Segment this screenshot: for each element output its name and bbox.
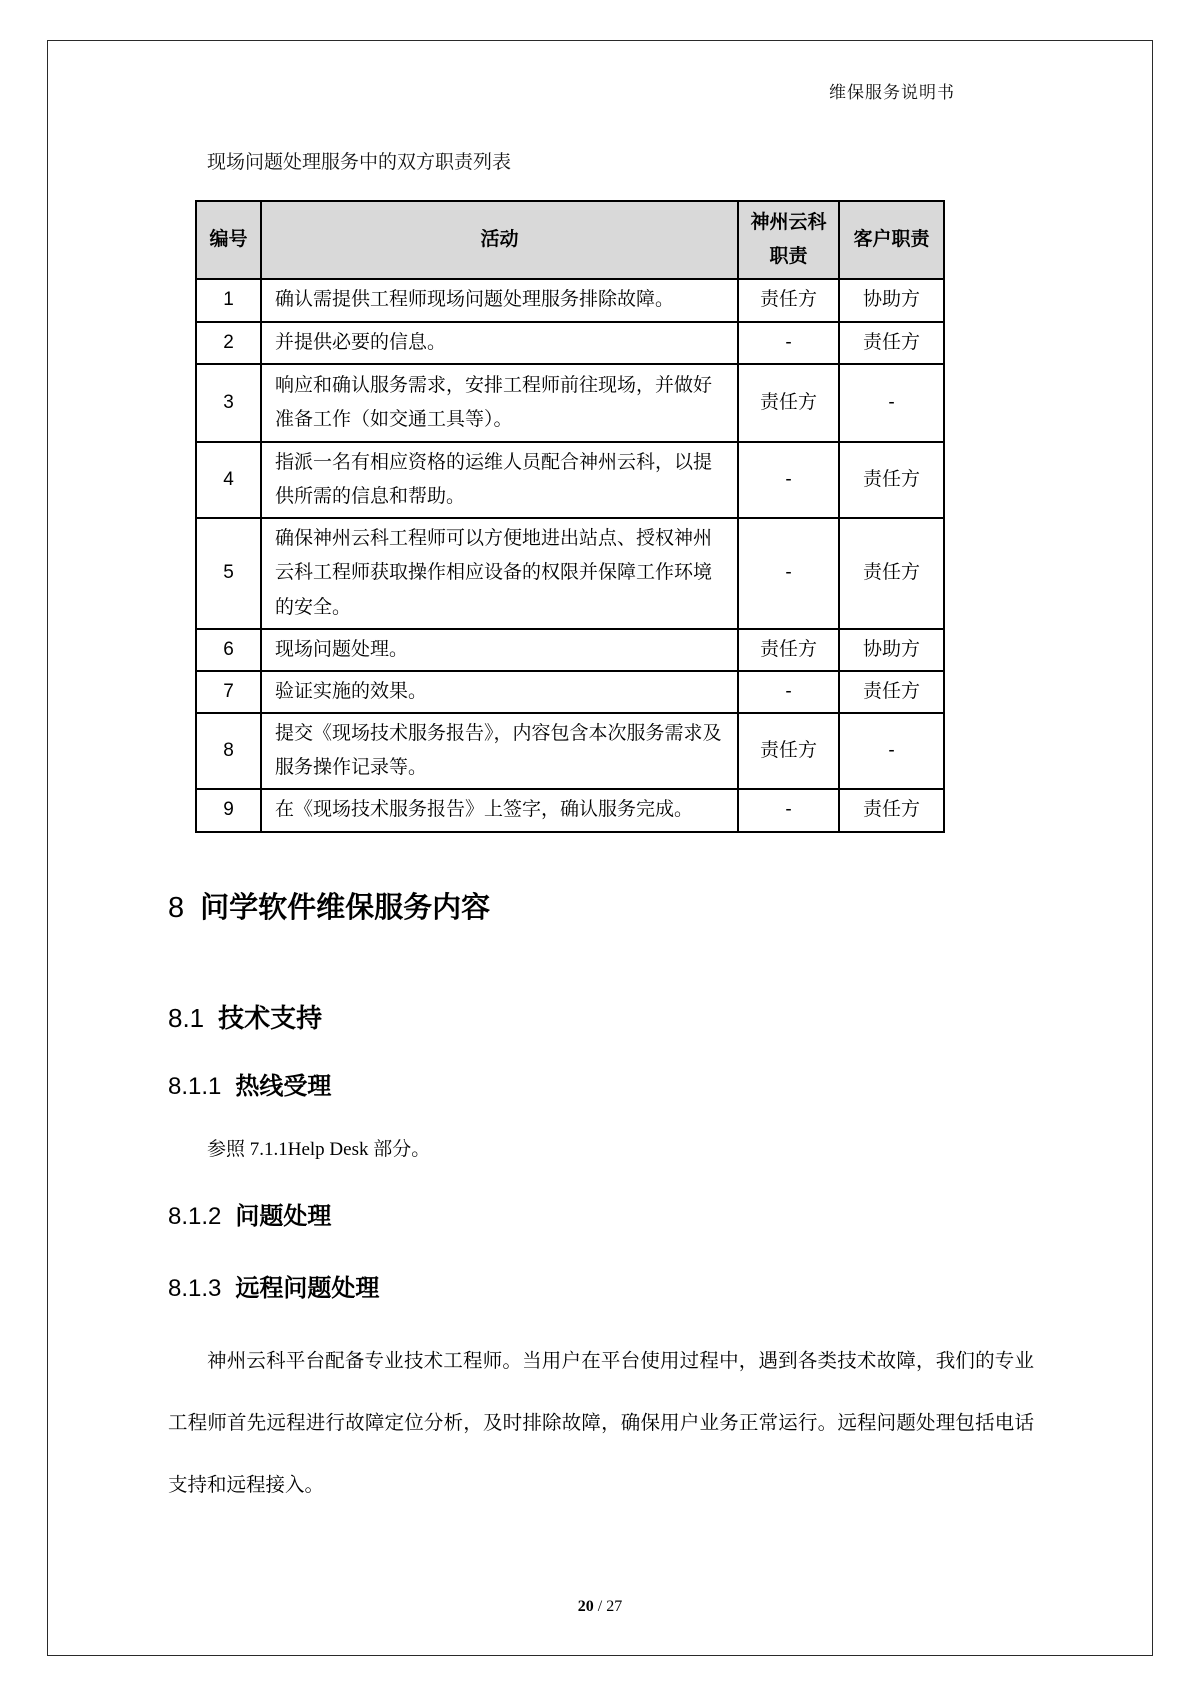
cell-vendor: - <box>738 789 839 831</box>
cell-activity: 确认需提供工程师现场问题处理服务排除故障。 <box>261 279 738 321</box>
section-heading-8 <box>168 885 490 926</box>
column-header-customer: 客户职责 <box>839 201 944 279</box>
cell-customer: 责任方 <box>839 518 944 629</box>
table-row <box>196 322 944 364</box>
cell-activity: 提交《现场技术服务报告》，内容包含本次服务需求及服务操作记录等。 <box>261 713 738 789</box>
cell-customer: 责任方 <box>839 671 944 713</box>
table-caption: 现场问题处理服务中的双方职责列表 <box>207 152 512 173</box>
table-row <box>196 518 944 629</box>
section-heading-8-1-1 <box>168 1066 331 1101</box>
section-heading-8-1-2 <box>168 1196 331 1231</box>
table-row <box>196 364 944 442</box>
cell-no: 7 <box>196 671 261 713</box>
page-number-separator: / <box>593 1598 607 1615</box>
cell-vendor: - <box>738 671 839 713</box>
column-header-vendor: 神州云科职责 <box>738 201 839 279</box>
page-number-total: 27 <box>606 1598 623 1615</box>
cell-activity: 响应和确认服务需求，安排工程师前往现场，并做好准备工作（如交通工具等）。 <box>261 364 738 442</box>
cell-vendor: 责任方 <box>738 629 839 671</box>
table-header-row <box>196 201 944 279</box>
section-title: 问学软件维保服务内容 <box>200 892 491 924</box>
section-heading-8-1-3 <box>168 1268 379 1303</box>
cell-no: 3 <box>196 364 261 442</box>
cell-activity: 验证实施的效果。 <box>261 671 738 713</box>
cell-activity: 在《现场技术服务报告》上签字，确认服务完成。 <box>261 789 738 831</box>
cell-no: 2 <box>196 322 261 364</box>
cell-activity: 并提供必要的信息。 <box>261 322 738 364</box>
cell-customer: 责任方 <box>839 442 944 518</box>
cell-customer: 协助方 <box>839 279 944 321</box>
cell-no: 9 <box>196 789 261 831</box>
body-paragraph: 神州云科平台配备专业技术工程师。当用户在平台使用过程中，遇到各类技术故障，我们的专业工程师首先远程进行故障定位分析，及时排除故障，确保用户业务正常运行。远程问题处理包括电话支持和远程接入。 <box>168 1350 1034 1496</box>
section-title: 远程问题处理 <box>235 1275 380 1302</box>
cell-customer: - <box>839 713 944 789</box>
table-row <box>196 629 944 671</box>
page-number-current: 20 <box>577 1598 594 1615</box>
table-row <box>196 713 944 789</box>
cell-activity: 现场问题处理。 <box>261 629 738 671</box>
cell-no: 5 <box>196 518 261 629</box>
section-heading-8-1 <box>168 998 322 1035</box>
section-title: 技术支持 <box>218 1003 323 1033</box>
cell-vendor: - <box>738 518 839 629</box>
cell-customer: 责任方 <box>839 322 944 364</box>
table-row <box>196 442 944 518</box>
cell-vendor: - <box>738 322 839 364</box>
section-number: 8.1.3 <box>168 1275 222 1302</box>
section-number: 8.1 <box>168 1003 205 1033</box>
responsibilities-table <box>195 200 945 833</box>
section-title: 热线受理 <box>235 1073 332 1100</box>
page-footer <box>0 1598 1200 1616</box>
section-number: 8.1.2 <box>168 1203 222 1230</box>
table-row <box>196 789 944 831</box>
cell-no: 1 <box>196 279 261 321</box>
section-title: 问题处理 <box>235 1203 332 1230</box>
column-header-no: 编号 <box>196 201 261 279</box>
table-row <box>196 671 944 713</box>
cell-vendor: 责任方 <box>738 713 839 789</box>
table-row <box>196 279 944 321</box>
cell-no: 6 <box>196 629 261 671</box>
cell-vendor: 责任方 <box>738 279 839 321</box>
column-header-activity: 活动 <box>261 201 738 279</box>
cell-vendor: 责任方 <box>738 364 839 442</box>
cell-activity: 确保神州云科工程师可以方便地进出站点、授权神州云科工程师获取操作相应设备的权限并保障工作环境的安全。 <box>261 518 738 629</box>
cell-customer: - <box>839 364 944 442</box>
cell-customer: 责任方 <box>839 789 944 831</box>
cell-activity: 指派一名有相应资格的运维人员配合神州云科，以提供所需的信息和帮助。 <box>261 442 738 518</box>
section-number: 8 <box>168 892 185 924</box>
cell-no: 8 <box>196 713 261 789</box>
reference-text: 参照 7.1.1Help Desk 部分。 <box>207 1139 431 1160</box>
cell-customer: 协助方 <box>839 629 944 671</box>
section-number: 8.1.1 <box>168 1073 222 1100</box>
page-header-title: 维保服务说明书 <box>829 83 955 102</box>
cell-no: 4 <box>196 442 261 518</box>
cell-vendor: - <box>738 442 839 518</box>
